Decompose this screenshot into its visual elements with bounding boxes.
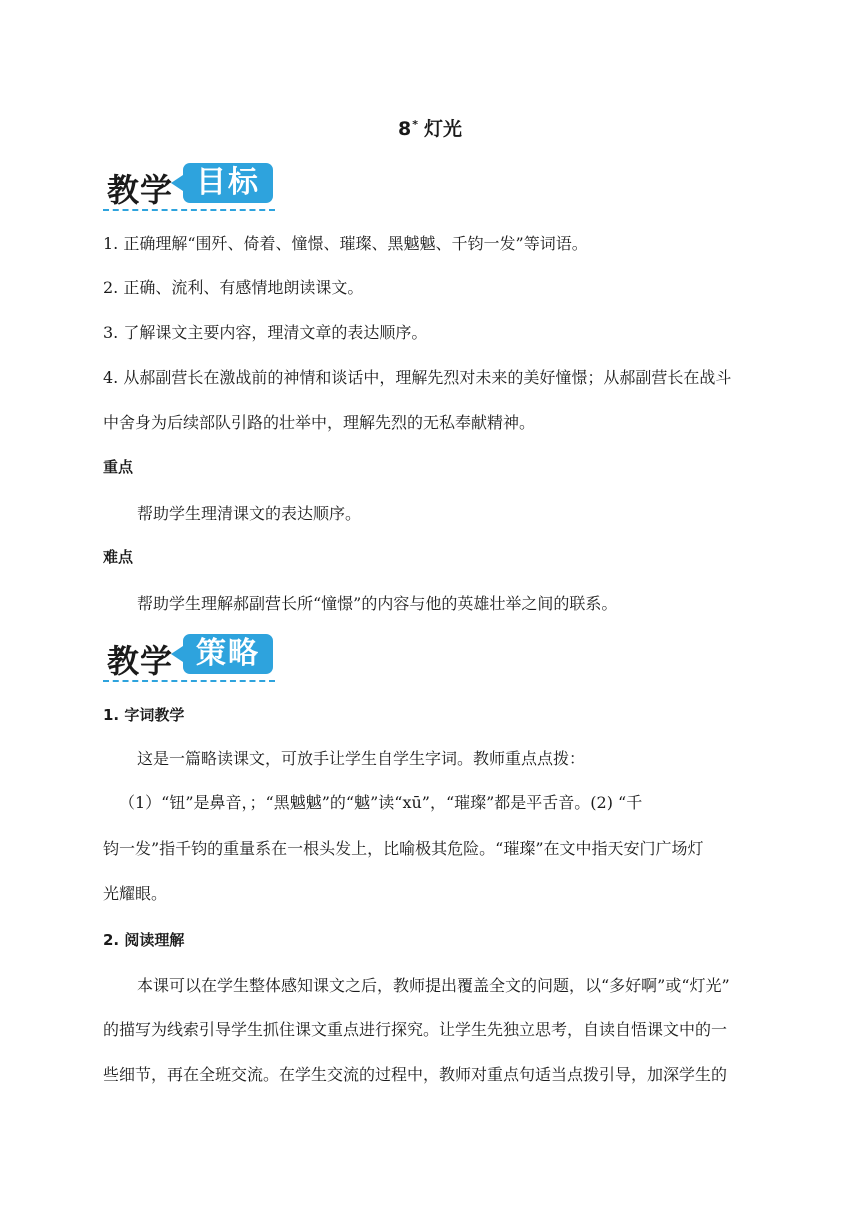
self-study-mark: * <box>412 117 418 131</box>
objective-item-2: 2. 正确、流利、有感情地朗读课文。 <box>103 278 364 297</box>
strategy-banner-black: 教学 <box>107 642 174 680</box>
lesson-title <box>0 114 860 141</box>
banner-underline <box>103 209 275 211</box>
strategy-2-line-1: 本课可以在学生整体感知课文之后，教师提出覆盖全文的问题，以“多好啊”或“灯光” <box>137 976 730 995</box>
objectives-banner-black: 教学 <box>107 171 174 209</box>
strategy-banner-blue: 策略 <box>183 634 273 674</box>
strategy-1-detail-line-3: 光耀眼。 <box>103 884 168 903</box>
difficult-point-text: 帮助学生理解郝副营长所“憧憬”的内容与他的英雄壮举之间的联系。 <box>137 594 618 613</box>
objective-item-4-line-2: 中舍身为后续部队引路的壮举中，理解先烈的无私奉献精神。 <box>103 413 536 432</box>
strategy-banner <box>103 634 278 684</box>
strategy-2-line-3: 些细节，再在全班交流。在学生交流的过程中，教师对重点句适当点拨引导，加深学生的 <box>103 1065 728 1084</box>
objectives-banner-blue: 目标 <box>183 163 273 203</box>
objective-item-1: 1. 正确理解“围歼、倚着、憧憬、璀璨、黑魆魆、千钧一发”等词语。 <box>103 234 588 253</box>
objective-item-4-line-1: 4. 从郝副营长在激战前的神情和谈话中，理解先烈对未来的美好憧憬；从郝副营长在战斗 <box>103 368 732 387</box>
strategy-1-detail-line-2: 钧一发”指千钧的重量系在一根头发上，比喻极其危险。“璀璨”在文中指天安门广场灯 <box>103 839 704 858</box>
strategy-1-detail-line-1: （1）“钮”是鼻音，；“黑魆魆”的“魆”读“xū”，“璀璨”都是平舌音。(2) “千 <box>119 793 643 812</box>
key-point-text: 帮助学生理清课文的表达顺序。 <box>137 504 362 523</box>
difficult-point-heading: 难点 <box>103 548 134 566</box>
key-point-heading: 重点 <box>103 458 134 476</box>
objective-item-3: 3. 了解课文主要内容，理清文章的表达顺序。 <box>103 323 428 342</box>
banner-underline <box>103 680 275 682</box>
strategy-2-heading: 2. 阅读理解 <box>103 931 185 949</box>
lesson-number: 8 <box>397 118 412 140</box>
objectives-banner <box>103 163 278 213</box>
strategy-1-intro: 这是一篇略读课文，可放手让学生自学生字词。教师重点点拨： <box>137 749 586 768</box>
strategy-2-line-2: 的描写为线索引导学生抓住课文重点进行探究。让学生先独立思考，自读自悟课文中的一 <box>103 1020 728 1039</box>
strategy-1-heading: 1. 字词教学 <box>103 706 185 724</box>
lesson-title-text: 灯光 <box>423 118 462 140</box>
